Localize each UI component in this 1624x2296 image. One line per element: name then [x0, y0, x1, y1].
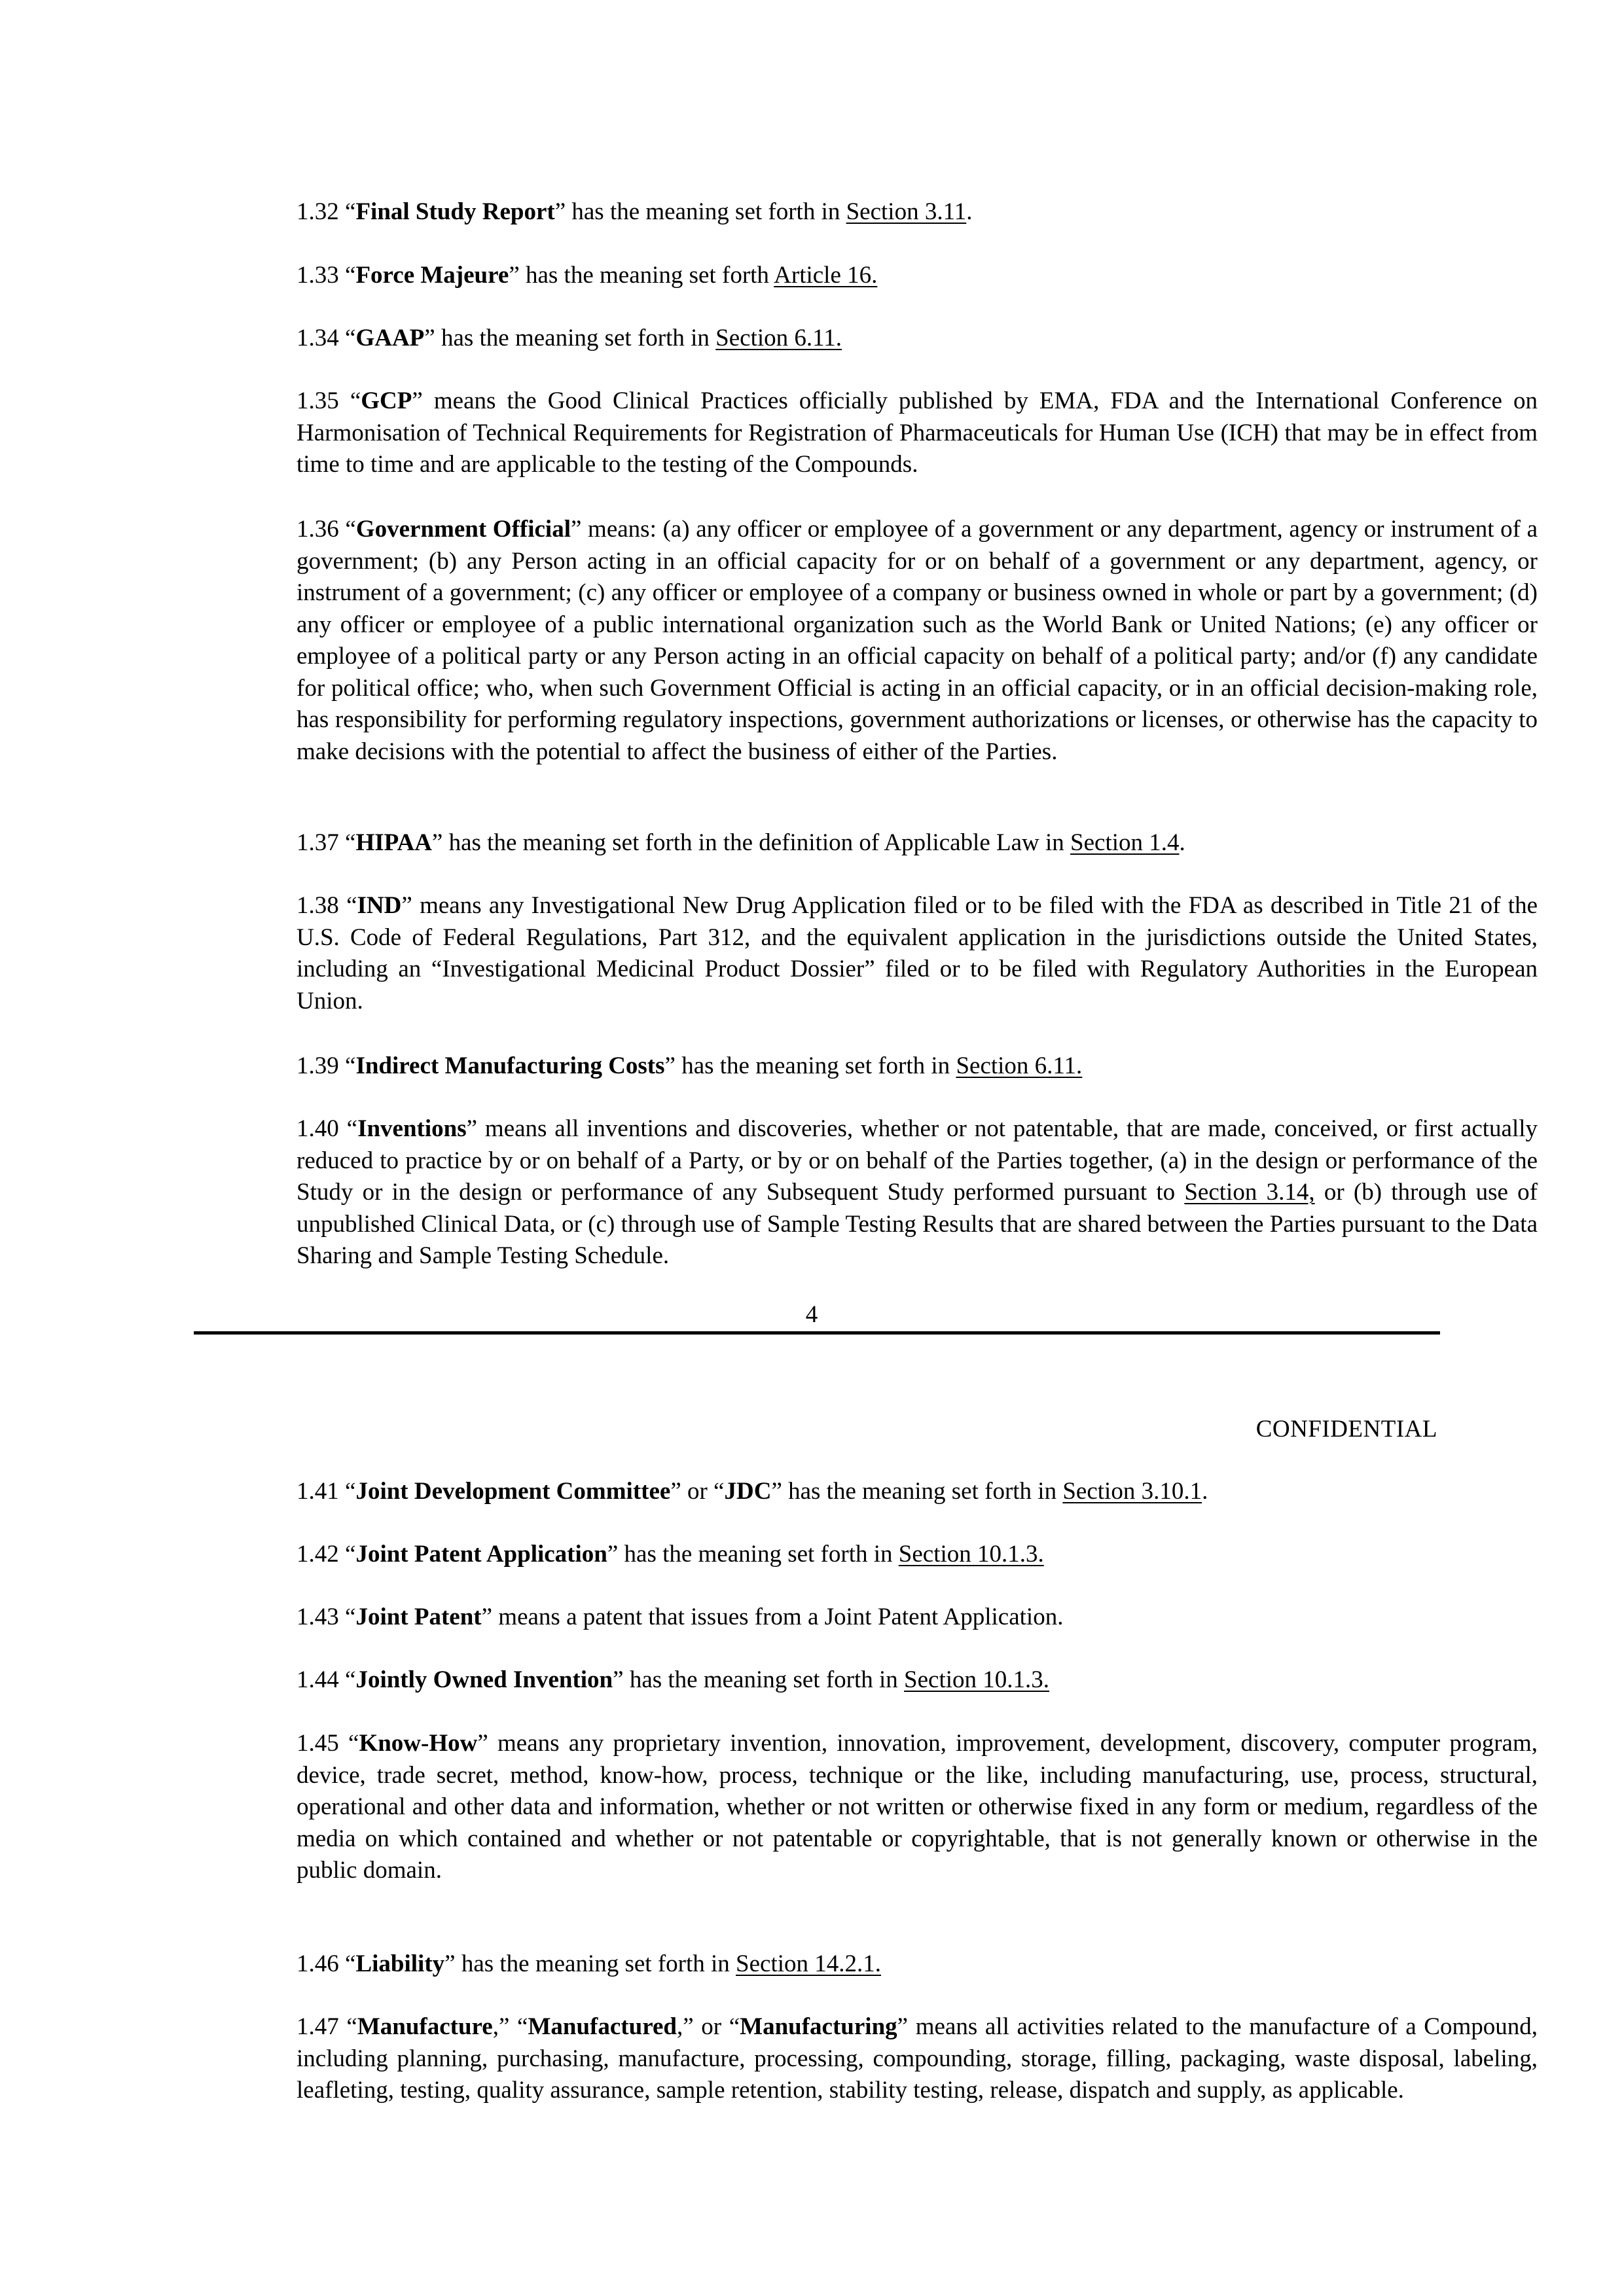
defined-term: Government Official — [355, 516, 571, 543]
definition-1-38 — [196, 890, 1538, 1017]
cross-reference: Article 16. — [774, 262, 878, 289]
definition-text: ,” or “ — [676, 2013, 740, 2040]
definition-1-32 — [196, 196, 1538, 228]
cross-reference: Section 10.1.3. — [904, 1666, 1050, 1693]
section-number: 1.39 — [297, 1052, 339, 1079]
section-number: 1.35 — [297, 387, 339, 414]
section-number: 1.40 — [297, 1115, 339, 1142]
section-number: 1.32 — [297, 198, 339, 225]
definition-text: ” or “ — [670, 1478, 725, 1505]
defined-term: GAAP — [355, 325, 425, 351]
definition-1-37 — [196, 827, 1538, 859]
definition-text: ” means all inventions and discoveries, whether or not patentable, that are made, conceived, or first actually reduced to practice by or on behalf of a Party, or by or on behalf of the Parties together, (a) in the design or performance of the Study or in the design or performance of any Subsequent Study performed pursuant to — [297, 1115, 1538, 1206]
cross-reference: Section 1.4 — [1070, 829, 1180, 856]
definition-text: “ — [345, 516, 356, 543]
definition-text: “ — [346, 892, 357, 919]
cross-reference: Section 3.10.1 — [1062, 1478, 1202, 1505]
section-number: 1.33 — [297, 262, 339, 289]
definition-text: “ — [345, 325, 356, 351]
defined-term: Indirect Manufacturing Costs — [355, 1052, 665, 1079]
definition-1-39 — [196, 1050, 1538, 1083]
definition-text: ” means all activities related to the manufacture of a Compound, including planning, purchasing, manufacture, processing, compounding, storage, filling, packaging, waste disposal, labeling, leafleting, testing, quality assurance, sample retention, stability testing, release, dispatch and supply, as applicable. — [297, 2013, 1538, 2104]
confidential-header: CONFIDENTIAL — [1255, 1416, 1437, 1443]
page-break-rule — [194, 1331, 1440, 1335]
defined-term: Manufacturing — [740, 2013, 897, 2040]
section-number: 1.45 — [297, 1730, 339, 1757]
definition-1-41 — [196, 1476, 1538, 1508]
defined-term: Know-How — [359, 1730, 478, 1757]
defined-term: Manufactured — [528, 2013, 677, 2040]
definition-text: “ — [345, 198, 356, 225]
definition-1-44 — [196, 1664, 1538, 1696]
definition-text: ” has the meaning set forth in — [424, 325, 716, 351]
cross-reference: Section 3.11 — [846, 198, 967, 225]
definition-text: ” means: (a) any officer or employee of a government or any department, agency or instrument of a government; (b) any Person acting in an official capacity for or on behalf of a government or any department, agency, or instrument of a government; (c) any officer or employee of a company or business owned in whole or part by a government; (d) any officer or employee of a public international organization such as the World Bank or United Nations; (e) any officer or employee of a political party or any Person acting in an official capacity on behalf of a political party; and/or (f) any candidate for political office; who, when such Government Official is acting in an official capacity, or in an official decision-making role, has responsibility for performing regulatory inspections, government authorizations or licenses, or otherwise has the capacity to make decisions with the potential to affect the business of either of the Parties. — [297, 516, 1538, 765]
defined-term: Jointly Owned Invention — [355, 1666, 613, 1693]
definition-text: ” has the meaning set forth in — [664, 1052, 956, 1079]
section-number: 1.41 — [297, 1478, 339, 1505]
definition-text: ” means a patent that issues from a Joint Patent Application. — [481, 1604, 1064, 1630]
cross-reference: Section 6.11. — [956, 1052, 1083, 1079]
section-number: 1.46 — [297, 1950, 339, 1977]
definition-text: or (b) through use of unpublished Clinical Data, or (c) through use of Sample Testing Results that are shared between the Parties pursuant to the Data Sharing and Sample Testing Schedule. — [297, 1179, 1538, 1269]
defined-term: Final Study Report — [355, 198, 555, 225]
definition-text: ” has the meaning set forth in — [771, 1478, 1063, 1505]
definition-1-34 — [196, 323, 1538, 355]
definition-text: . — [1202, 1478, 1208, 1505]
defined-term: Joint Development Committee — [355, 1478, 671, 1505]
cross-reference: Section 10.1.3. — [898, 1541, 1044, 1568]
page-number: 4 — [805, 1301, 818, 1328]
section-number: 1.42 — [297, 1541, 339, 1568]
definition-text: . — [1179, 829, 1185, 856]
definition-1-35 — [196, 386, 1538, 481]
definition-text: “ — [345, 1052, 356, 1079]
definition-text: “ — [346, 1115, 358, 1142]
cross-reference: Section 3.14, — [1184, 1179, 1315, 1206]
defined-term: GCP — [361, 387, 412, 414]
defined-term: Joint Patent — [355, 1604, 482, 1630]
section-number: 1.47 — [297, 2013, 339, 2040]
section-number: 1.36 — [297, 516, 339, 543]
definition-text: “ — [346, 2013, 357, 2040]
definition-text: “ — [348, 1730, 359, 1757]
defined-term: IND — [357, 892, 402, 919]
definition-text: ” has the meaning set forth in — [554, 198, 846, 225]
definition-text: ” has the meaning set forth in — [444, 1950, 736, 1977]
defined-term: HIPAA — [355, 829, 432, 856]
definition-text: “ — [345, 1541, 356, 1568]
definition-text: “ — [345, 1604, 356, 1630]
definition-1-36 — [196, 514, 1538, 768]
definition-text: ” has the meaning set forth in — [607, 1541, 899, 1568]
section-number: 1.43 — [297, 1604, 339, 1630]
section-number: 1.44 — [297, 1666, 339, 1693]
definition-text: “ — [345, 1950, 356, 1977]
section-number: 1.38 — [297, 892, 339, 919]
definition-text: ” has the meaning set forth in — [613, 1666, 905, 1693]
definition-text: ” has the meaning set forth in the definition of Applicable Law in — [431, 829, 1071, 856]
definition-text: ” has the meaning set forth — [509, 262, 774, 289]
section-number: 1.34 — [297, 325, 339, 351]
definition-text: ” means the Good Clinical Practices officially published by EMA, FDA and the International Conference on Harmonisation of Technical Requirements for Registration of Pharmaceuticals for Human Use (ICH) that may be in effect from time to time and are applicable to the testing of the Compounds. — [297, 387, 1538, 478]
definition-1-45 — [196, 1728, 1538, 1887]
definition-text: “ — [345, 1666, 356, 1693]
definition-1-43 — [196, 1602, 1538, 1634]
defined-term: JDC — [724, 1478, 772, 1505]
defined-term: Force Majeure — [355, 262, 509, 289]
definition-text: . — [966, 198, 973, 225]
definition-text: “ — [345, 262, 356, 289]
definition-text: ” means any proprietary invention, innovation, improvement, development, discovery, computer program, device, trade secret, method, know-how, process, technique or the like, including manufacturing, use, process, structural, operational and other data and information, whether or not written or otherwise fixed in any form or medium, regardless of the media on which contained and whether or not patentable or copyrightable, that is not generally known or otherwise in the public domain. — [297, 1730, 1538, 1884]
definition-1-47 — [196, 2011, 1538, 2107]
defined-term: Joint Patent Application — [355, 1541, 607, 1568]
cross-reference: Section 14.2.1. — [736, 1950, 882, 1977]
definition-1-33 — [196, 260, 1538, 292]
defined-term: Inventions — [357, 1115, 467, 1142]
definition-text: “ — [345, 1478, 356, 1505]
definition-text: ” means any Investigational New Drug Application filed or to be filed with the FDA as described in Title 21 of the U.S. Code of Federal Regulations, Part 312, and the equivalent application in the jurisdictions outside the United States, including an “Investigational Medicinal Product Dossier” filed or to be filed with Regulatory Authorities in the European Union. — [297, 892, 1538, 1014]
definition-text: ,” “ — [492, 2013, 528, 2040]
section-number: 1.37 — [297, 829, 339, 856]
cross-reference: Section 6.11. — [715, 325, 842, 351]
defined-term: Liability — [355, 1950, 445, 1977]
definition-text: “ — [350, 387, 361, 414]
definition-1-42 — [196, 1539, 1538, 1571]
definition-1-40 — [196, 1113, 1538, 1272]
definition-text: “ — [345, 829, 356, 856]
defined-term: Manufacture — [357, 2013, 493, 2040]
definition-1-46 — [196, 1948, 1538, 1981]
